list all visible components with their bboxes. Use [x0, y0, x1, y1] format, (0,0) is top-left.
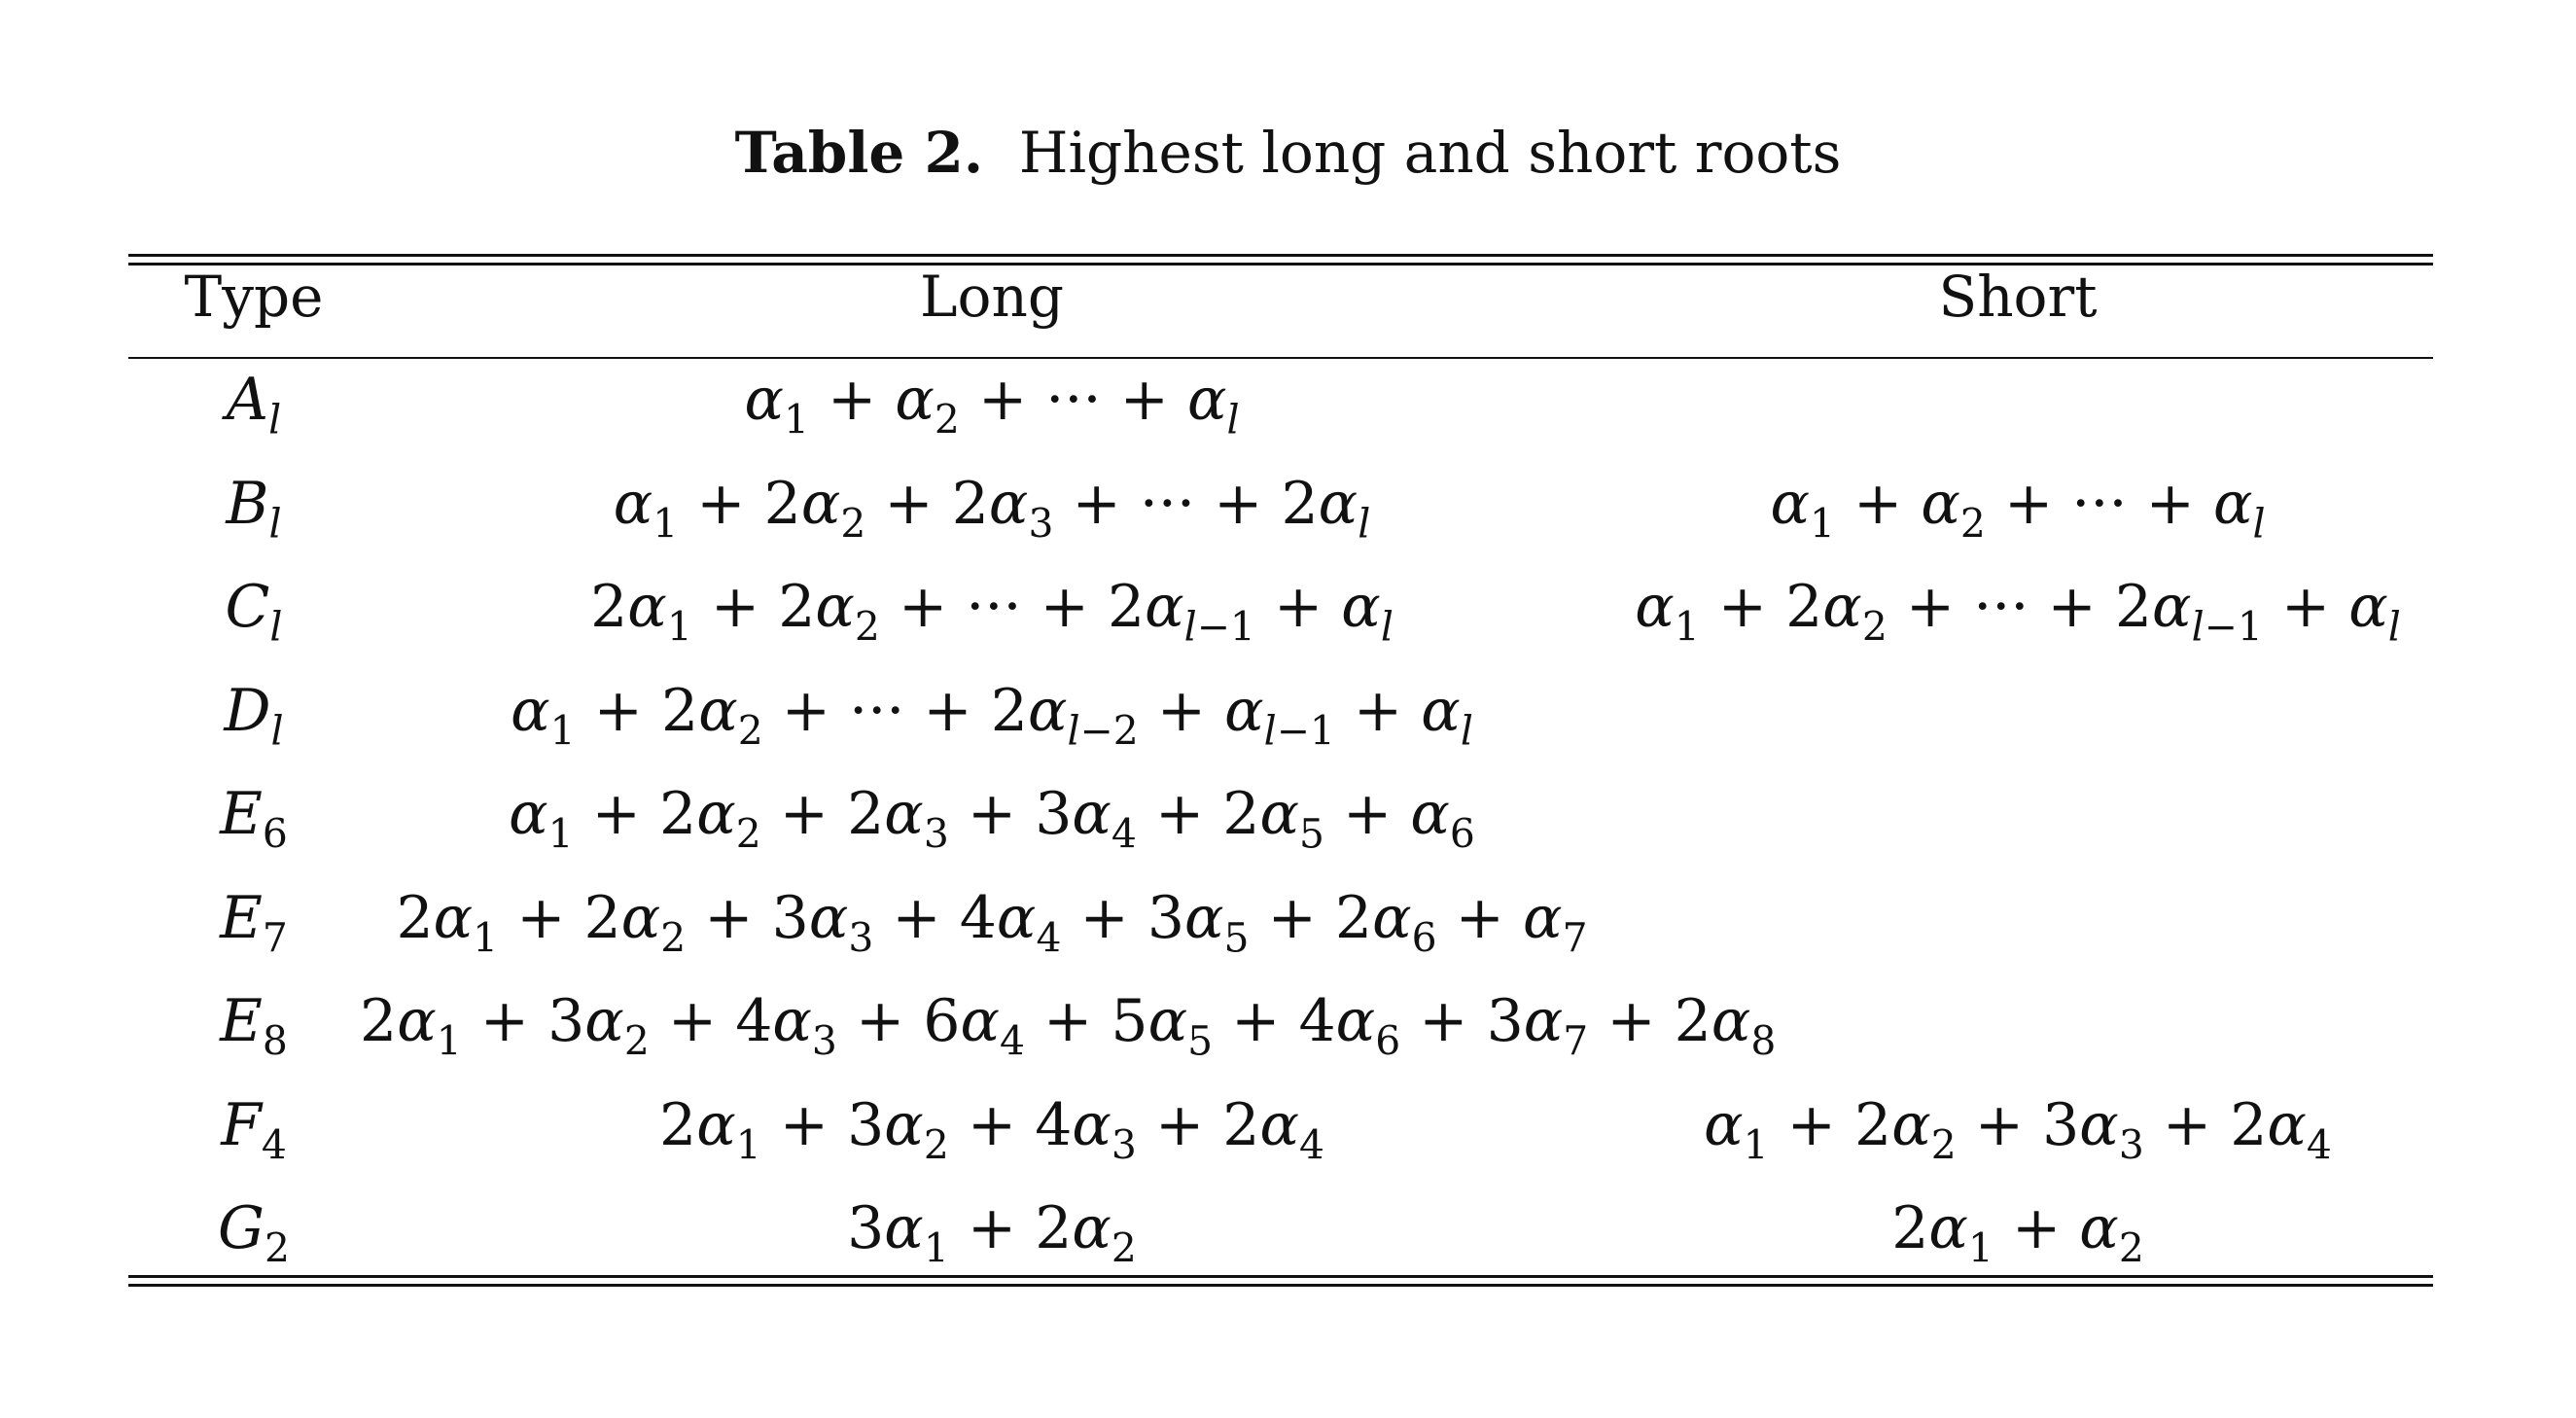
cell-long: $2\alpha_1 + 3\alpha_2 + 4\alpha_3 + 6\alpha_4 + 5\alpha_5 + 4\alpha_6 + 3\alpha_7 + 2\alpha_8$ [360, 987, 1777, 1065]
bottom-double-rule-upper [128, 1275, 2433, 1278]
caption-label: Table 2. [734, 120, 984, 186]
cell-type: $G_2$ [218, 1194, 290, 1272]
cell-type: $C_l$ [225, 573, 283, 651]
cell-long: $\alpha_1 + 2\alpha_2 + 2\alpha_3$ + ··· + $2\alpha_l$ [613, 470, 1371, 548]
cell-short [1624, 780, 2412, 848]
cell-short [1624, 366, 2412, 434]
cell-type: $E_7$ [220, 884, 288, 962]
cell-type: $F_4$ [221, 1091, 287, 1169]
header-type: Type [184, 264, 324, 330]
cell-short [1624, 987, 2412, 1055]
cell-long: $\alpha_1 + 2\alpha_2$ + ··· + $2\alpha_{l-2} + \alpha_{l-1} + \alpha_l$ [511, 677, 1473, 755]
cell-type: $E_8$ [220, 987, 288, 1065]
cell-short: $\alpha_1 + 2\alpha_2$ + ··· + $2\alpha_{l-1} + \alpha_l$ [1635, 573, 2401, 651]
top-double-rule-upper [128, 254, 2433, 257]
cell-short: $2\alpha_1 + \alpha_2$ [1891, 1194, 2144, 1272]
cell-long: $2\alpha_1 + 2\alpha_2 + 3\alpha_3 + 4\alpha_4 + 3\alpha_5 + 2\alpha_6 + \alpha_7$ [396, 884, 1588, 962]
cell-type: $D_l$ [224, 677, 284, 755]
cell-short [1624, 677, 2412, 745]
cell-long: $2\alpha_1 + 2\alpha_2$ + ··· + $2\alpha_{l-1} + \alpha_l$ [590, 573, 1394, 651]
caption-title: Highest long and short roots [1018, 120, 1842, 186]
cell-long: $3\alpha_1 + 2\alpha_2$ [847, 1194, 1137, 1272]
table-caption [0, 119, 2576, 187]
cell-type: $B_l$ [226, 470, 282, 548]
cell-long: $\alpha_1 + 2\alpha_2 + 2\alpha_3 + 3\alpha_4 + 2\alpha_5 + \alpha_6$ [509, 780, 1475, 858]
cell-type: $E_6$ [220, 780, 288, 858]
header-short: Short [1938, 264, 2098, 330]
cell-short: $\alpha_1 + 2\alpha_2 + 3\alpha_3 + 2\alpha_4$ [1704, 1091, 2332, 1169]
cell-short: $\alpha_1 + \alpha_2$ + ··· + $\alpha_l$ [1770, 470, 2266, 548]
cell-short [1624, 884, 2412, 952]
cell-type: $A_l$ [226, 366, 282, 443]
header-rule [128, 357, 2433, 359]
bottom-double-rule-lower [128, 1284, 2433, 1287]
cell-long: $\alpha_1 + \alpha_2$ + ··· + $\alpha_l$ [744, 366, 1240, 443]
header-long: Long [920, 264, 1064, 330]
cell-long: $2\alpha_1 + 3\alpha_2 + 4\alpha_3 + 2\alpha_4$ [659, 1091, 1324, 1169]
